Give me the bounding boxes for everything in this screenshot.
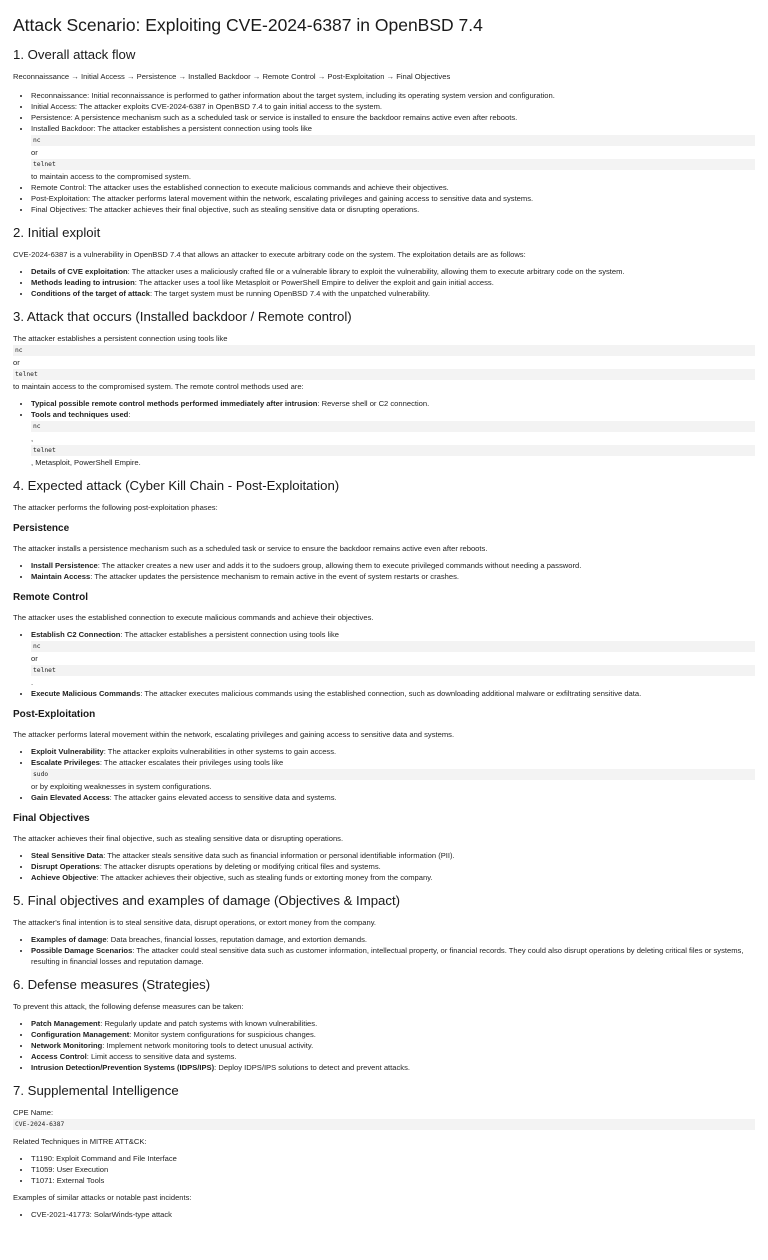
paragraph: The attacker uses the established connection to execute malicious commands and achieve their objectives. — [13, 613, 374, 622]
list-item-text: : The attacker achieves their objective, such as stealing funds or extorting money from the company. — [96, 873, 433, 882]
code-block: nc — [31, 641, 755, 652]
list-item — [31, 1029, 755, 1040]
list-item — [31, 277, 755, 288]
inline-text: to maintain access to the compromised system. — [31, 172, 191, 181]
bold-label: Typical possible remote control methods performed immediately after intrusion — [31, 399, 318, 408]
attack-flow-line: Reconnaissance → Initial Access → Persistence → Installed Backdoor → Remote Control → Post-Exploitation → Final Objectives — [13, 72, 451, 81]
inline-text: The attacker establishes a persistent connection using tools like — [13, 334, 228, 343]
section-heading-expected-attack: 4. Expected attack (Cyber Kill Chain - Post-Exploitation) — [13, 478, 340, 493]
list-item: • Persistence: A persistence mechanism such as a scheduled task or service is installed to ensure the backdoor remains active even after reboots. — [31, 112, 755, 123]
section-heading-final-objectives-damage: 5. Final objectives and examples of damage (Objectives & Impact) — [13, 893, 401, 908]
list-item-text: : The attacker executes malicious commands using the established connection, such as downloading additional malware or exfiltrating sensitive data. — [140, 689, 642, 698]
list-item: • T1190: Exploit Command and File Interface — [31, 1153, 755, 1164]
bold-label: Configuration Management — [31, 1030, 130, 1039]
list-item-text: : Regularly update and patch systems with known vulnerabilities. — [100, 1019, 318, 1028]
persistence-list — [13, 560, 755, 582]
list-item — [31, 1062, 755, 1073]
list-item — [31, 688, 755, 699]
flow-list — [13, 90, 755, 215]
list-item: • Reconnaissance: Initial reconnaissance is performed to gather information about the target system, including its operating system version and configuration. — [31, 90, 755, 101]
bold-label: Establish C2 Connection — [31, 630, 121, 639]
inline-text: or — [31, 148, 38, 157]
list-item-text: : The attacker escalates their privileges using tools like — [99, 758, 284, 767]
list-item-text: : The attacker uses a tool like Metasploit or PowerShell Empire to deliver the exploit and gain initial access. — [134, 278, 494, 287]
list-item-text: : Reverse shell or C2 connection. — [317, 399, 430, 408]
list-item — [31, 850, 755, 861]
bold-label: Steal Sensitive Data — [31, 851, 104, 860]
list-item-text: : The attacker updates the persistence mechanism to remain active in the event of system restarts or crashes. — [90, 572, 459, 581]
list-item-text: : The attacker uses a maliciously crafted file or a vulnerable library to exploit the vulnerability, allowing them to execute arbitrary code on the system. — [127, 267, 625, 276]
subheading-post-exploitation: Post-Exploitation — [13, 709, 96, 720]
list-item-text: : Limit access to sensitive data and systems. — [86, 1052, 237, 1061]
bold-label: Disrupt Operations — [31, 862, 100, 871]
list-item — [31, 1051, 755, 1062]
list-item — [31, 746, 755, 757]
bold-label: Escalate Privileges — [31, 758, 100, 767]
bold-label: Network Monitoring — [31, 1041, 103, 1050]
list-item-text: : The attacker gains elevated access to sensitive data and systems. — [109, 793, 337, 802]
code-block: telnet — [31, 159, 755, 170]
paragraph: CVE-2024-6387 is a vulnerability in OpenBSD 7.4 that allows an attacker to execute arbitrary code on the system. The exploitation details are as follows: — [13, 250, 526, 259]
list-item-text: : Implement network monitoring tools to detect unusual activity. — [102, 1041, 314, 1050]
remote-methods-list — [13, 398, 755, 468]
list-item — [31, 792, 755, 803]
final-objectives-list — [13, 850, 755, 883]
list-item-text: : The target system must be running OpenBSD 7.4 with the unpatched vulnerability. — [149, 289, 430, 298]
bold-label: Maintain Access — [31, 572, 91, 581]
list-item-text: Installed Backdoor: The attacker establishes a persistent connection using tools like — [31, 124, 312, 133]
list-item-text: : Deploy IDPS/IPS solutions to detect and prevent attacks. — [214, 1063, 410, 1072]
inline-text: or — [13, 358, 20, 367]
list-item-text: : Monitor system configurations for suspicious changes. — [129, 1030, 316, 1039]
list-item — [31, 409, 755, 468]
list-item-text: : The attacker disrupts operations by deleting or modifying critical files and systems. — [99, 862, 381, 871]
list-item — [31, 398, 755, 409]
bold-label: Methods leading to intrusion — [31, 278, 135, 287]
list-item-text: : Data breaches, financial losses, reputation damage, and extortion demands. — [106, 935, 367, 944]
bold-label: Tools and techniques used — [31, 410, 129, 419]
subheading-final-objectives: Final Objectives — [13, 813, 90, 824]
bold-label: Intrusion Detection/Prevention Systems (IDPS/IPS) — [31, 1063, 215, 1072]
list-item — [31, 1018, 755, 1029]
list-item — [31, 266, 755, 277]
code-block: telnet — [31, 445, 755, 456]
subheading-remote-control: Remote Control — [13, 592, 88, 603]
inline-text: , Metasploit, PowerShell Empire. — [31, 458, 141, 467]
inline-text: , — [31, 434, 34, 443]
defense-list — [13, 1018, 755, 1073]
bold-label: Patch Management — [31, 1019, 101, 1028]
list-item: • Remote Control: The attacker uses the established connection to execute malicious commands and achieve their objectives. — [31, 182, 755, 193]
bold-label: Details of CVE exploitation — [31, 267, 128, 276]
similar-attacks-label: Examples of similar attacks or notable past incidents: — [13, 1193, 192, 1202]
list-item — [31, 757, 755, 792]
list-item-text: : The attacker establishes a persistent connection using tools like — [120, 630, 339, 639]
list-item — [31, 123, 755, 182]
bold-label: Conditions of the target of attack — [31, 289, 150, 298]
code-block: telnet — [13, 369, 755, 380]
list-item: • CVE-2021-41773: SolarWinds-type attack — [31, 1209, 755, 1220]
list-item: • Initial Access: The attacker exploits CVE-2024-6387 in OpenBSD 7.4 to gain initial access to the system. — [31, 101, 755, 112]
section-heading-initial-exploit: 2. Initial exploit — [13, 225, 101, 240]
code-block: sudo — [31, 769, 755, 780]
paragraph — [13, 333, 755, 392]
list-item — [31, 945, 755, 967]
inline-text: or by exploiting weaknesses in system configurations. — [31, 782, 212, 791]
bold-label: Exploit Vulnerability — [31, 747, 104, 756]
bold-label: Gain Elevated Access — [31, 793, 110, 802]
bold-label: Examples of damage — [31, 935, 107, 944]
list-item: • T1059: User Execution — [31, 1164, 755, 1175]
damage-list — [13, 934, 755, 967]
inline-text: . — [31, 678, 34, 687]
similar-attacks-list — [13, 1209, 755, 1220]
cpe-label: CPE Name: — [13, 1108, 54, 1117]
list-item-text: : The attacker creates a new user and adds it to the sudoers group, allowing them to execute privileged commands without needing a password. — [97, 561, 582, 570]
mitre-list — [13, 1153, 755, 1186]
paragraph: The attacker installs a persistence mechanism such as a scheduled task or service to ensure the backdoor remains active even after reboots. — [13, 544, 488, 553]
bold-label: Install Persistence — [31, 561, 98, 570]
list-item: • T1071: External Tools — [31, 1175, 755, 1186]
list-item — [31, 629, 755, 688]
exploit-list — [13, 266, 755, 299]
code-block: telnet — [31, 665, 755, 676]
list-item — [31, 571, 755, 582]
code-block: nc — [31, 135, 755, 146]
bold-label: Achieve Objective — [31, 873, 97, 882]
list-item-text: : The attacker exploits vulnerabilities in other systems to gain access. — [103, 747, 337, 756]
list-item-text: : The attacker steals sensitive data such as financial information or personal identifiable information (PII). — [103, 851, 455, 860]
inline-text: to maintain access to the compromised system. The remote control methods used are: — [13, 382, 304, 391]
list-item: • Post-Exploitation: The attacker performs lateral movement within the network, escalating privileges and gaining access to sensitive data and systems. — [31, 193, 755, 204]
section-heading-attack-occurs: 3. Attack that occurs (Installed backdoor / Remote control) — [13, 309, 352, 324]
mitre-label: Related Techniques in MITRE ATT&CK: — [13, 1137, 147, 1146]
paragraph: The attacker performs the following post-exploitation phases: — [13, 503, 218, 512]
list-item — [31, 1040, 755, 1051]
post-exploitation-list — [13, 746, 755, 803]
inline-text: or — [31, 654, 38, 663]
code-block: CVE-2024-6387 — [13, 1119, 755, 1130]
subheading-persistence: Persistence — [13, 523, 70, 534]
remote-control-list — [13, 629, 755, 699]
section-heading-defense-measures: 6. Defense measures (Strategies) — [13, 977, 211, 992]
bold-label: Execute Malicious Commands — [31, 689, 141, 698]
list-item-text: : The attacker could steal sensitive data such as customer information, intellectual property, or financial records. They could also disrupt operations by deleting critical files or systems, resulting in financial losses and reputation damage. — [31, 946, 744, 966]
bold-label: Access Control — [31, 1052, 87, 1061]
paragraph: The attacker's final intention is to steal sensitive data, disrupt operations, or extort money from the company. — [13, 918, 377, 927]
paragraph: The attacker achieves their final objective, such as stealing sensitive data or disrupting operations. — [13, 834, 344, 843]
list-item-text: : — [128, 410, 131, 419]
list-item — [31, 288, 755, 299]
section-heading-overall-flow: 1. Overall attack flow — [13, 47, 136, 62]
list-item: • Final Objectives: The attacker achieves their final objective, such as stealing sensitive data or disrupting operations. — [31, 204, 755, 215]
list-item — [31, 872, 755, 883]
section-heading-supplemental: 7. Supplemental Intelligence — [13, 1083, 179, 1098]
list-item — [31, 861, 755, 872]
page-title: Attack Scenario: Exploiting CVE-2024-6387 in OpenBSD 7.4 — [13, 15, 483, 35]
bold-label: Possible Damage Scenarios — [31, 946, 133, 955]
code-block: nc — [31, 421, 755, 432]
list-item — [31, 560, 755, 571]
paragraph: The attacker performs lateral movement within the network, escalating privileges and gaining access to sensitive data and systems. — [13, 730, 455, 739]
list-item — [31, 934, 755, 945]
paragraph: To prevent this attack, the following defense measures can be taken: — [13, 1002, 244, 1011]
code-block: nc — [13, 345, 755, 356]
